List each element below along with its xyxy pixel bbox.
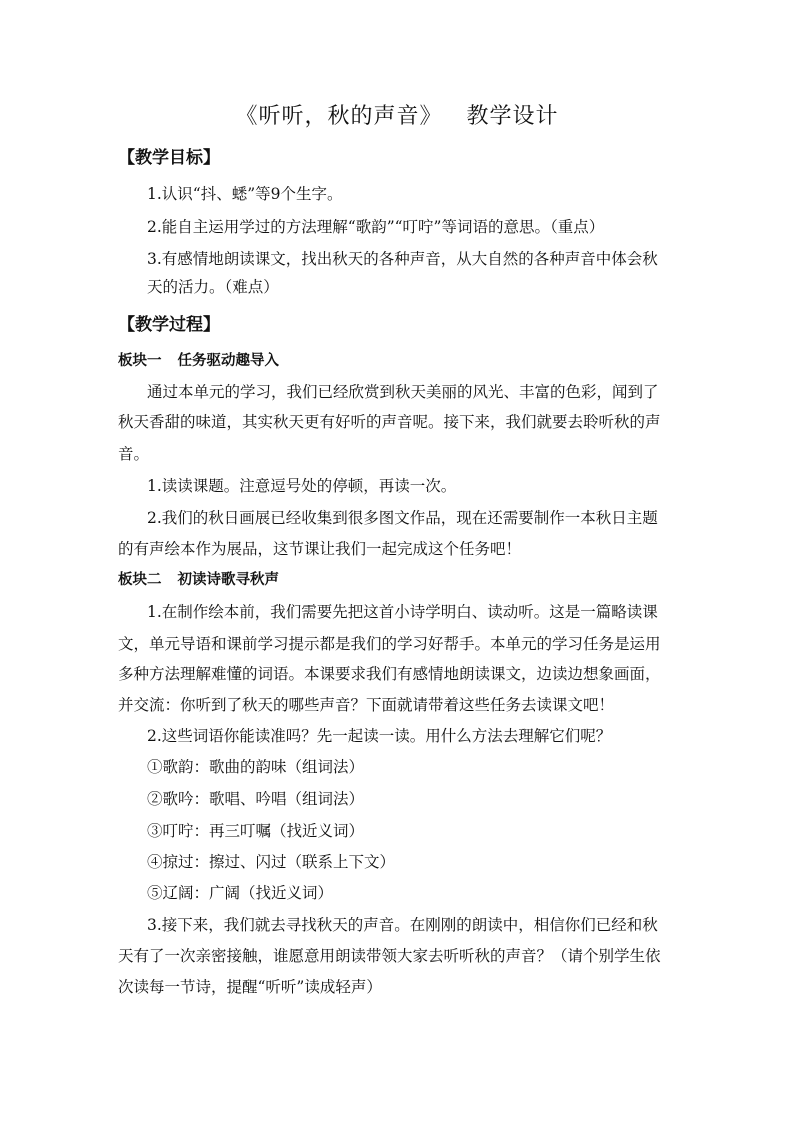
paragraph-line: 秋天香甜的味道，其实秋天更有好听的声音呢。接下来，我们就要去聆听秋的声 (118, 413, 661, 431)
paragraph-line: 并交流：你听到了秋天的哪些声音？下面就请带着这些任务去读课文吧！ (118, 696, 615, 714)
paragraph-line: 1.在制作绘本前，我们需要先把这首小诗学明白、读动听。这是一篇略读课 (147, 603, 658, 621)
goals-heading: 【教学目标】 (118, 148, 220, 168)
vocab-item: ③叮咛：再三叮嘱（找近义词） (147, 822, 365, 840)
block2-title: 初读诗歌寻秋声 (177, 572, 279, 588)
paragraph-line: 音。 (118, 445, 150, 463)
block1-title: 任务驱动趣导入 (177, 353, 279, 369)
block2-label: 板块二 (118, 572, 162, 588)
paragraph-line: 通过本单元的学习，我们已经欣赏到秋天美丽的风光、丰富的色彩，闻到了 (147, 383, 659, 401)
block2-heading (118, 569, 279, 591)
title-main: 《听听，秋的声音》 (235, 104, 443, 129)
process-heading: 【教学过程】 (118, 315, 220, 335)
paragraph-line: 天有了一次亲密接触，谁愿意用朗读带领大家去听听秋的声音？（请个别学生依 (118, 947, 661, 965)
goal-line: 3.有感情地朗读课文，找出秋天的各种声音，从大自然的各种声音中体会秋 (147, 250, 658, 268)
paragraph-line: 的有声绘本作为展品，这节课让我们一起完成这个任务吧！ (118, 540, 522, 558)
paragraph-line: 文，单元导语和课前学习提示都是我们的学习好帮手。本单元的学习任务是运用 (118, 635, 661, 653)
document-title (0, 100, 794, 134)
paragraph-line: 多种方法理解难懂的词语。本课要求我们有感情地朗读课文，边读边想象画面， (118, 665, 661, 683)
vocab-item: ②歌吟：歌唱、吟唱（组词法） (147, 790, 365, 808)
vocab-item: ①歌韵：歌曲的韵味（组词法） (147, 758, 365, 776)
goal-line: 1.认识“抖、蟋”等9个生字。 (147, 185, 343, 203)
goal-line: 2.能自主运用学过的方法理解“歌韵”“叮咛”等词语的意思。（重点） (147, 218, 605, 236)
paragraph-line: 3.接下来，我们就去寻找秋天的声音。在刚刚的朗读中，相信你们已经和秋 (147, 916, 658, 934)
paragraph-line: 1.读读课题。注意逗号处的停顿，再读一次。 (147, 477, 457, 495)
vocab-item: ④掠过：擦过、闪过（联系上下文） (147, 853, 396, 871)
goal-line: 天的活力。（难点） (147, 278, 279, 296)
block1-heading (118, 350, 279, 372)
title-sub: 教学设计 (466, 104, 559, 129)
paragraph-line: 次读每一节诗，提醒“听听”读成轻声） (118, 978, 382, 996)
paragraph-line: 2.这些词语你能读准吗？先一起读一读。用什么方法去理解它们呢？ (147, 727, 612, 745)
block1-label: 板块一 (118, 353, 162, 369)
paragraph-line: 2.我们的秋日画展已经收集到很多图文作品，现在还需要制作一本秋日主题 (147, 509, 658, 527)
vocab-item: ⑤辽阔：广阔（找近义词） (147, 884, 334, 902)
